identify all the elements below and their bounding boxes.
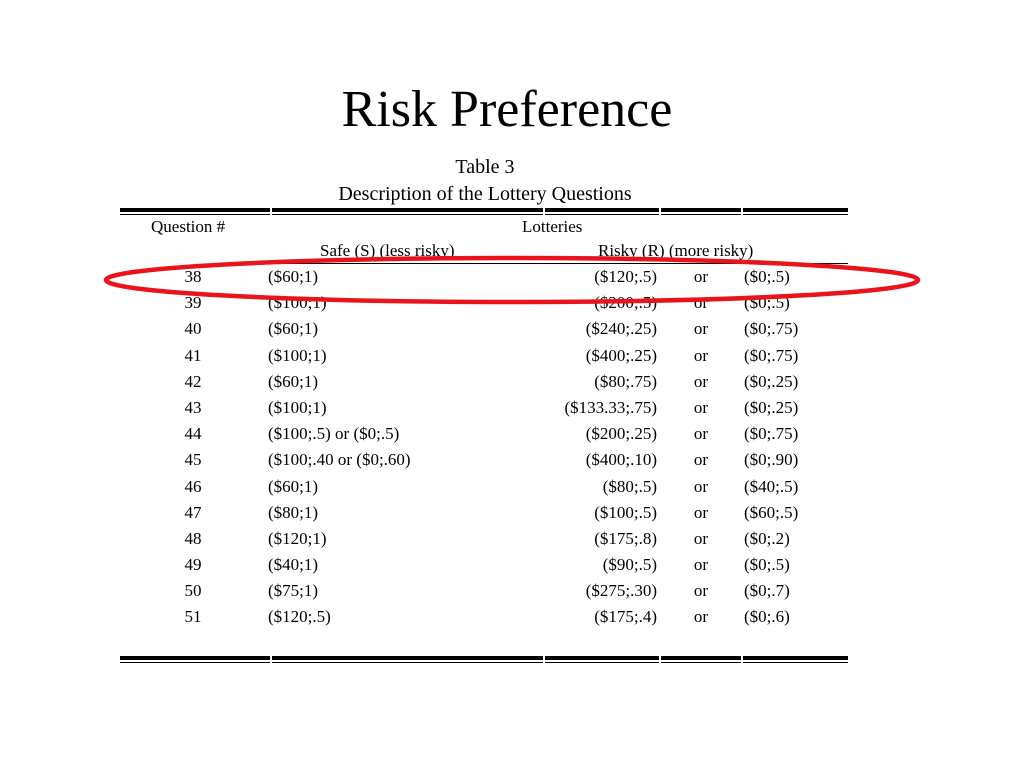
question-number-cell: 40: [184, 319, 202, 339]
bottom-rule-gap-3: [659, 656, 661, 663]
or-connector-cell: or: [693, 502, 709, 522]
risky-alternative-cell: ($0;.75): [744, 424, 799, 444]
or-connector-cell: or: [693, 424, 709, 444]
risky-alternative-cell: ($0;.7): [744, 581, 790, 601]
safe-lottery-cell: ($60;1): [268, 371, 319, 391]
risky-lottery-cell: ($90;.5): [602, 555, 657, 575]
safe-lottery-cell: ($100;.5) or ($0;.5): [268, 424, 400, 444]
or-connector-cell: or: [693, 319, 709, 339]
or-connector-cell: or: [693, 476, 709, 496]
table-row: [0, 369, 1024, 395]
risky-alternative-cell: ($0;.6): [744, 607, 790, 627]
top-rule-gap-1: [270, 208, 272, 215]
table-bottom-rule: [120, 656, 848, 663]
table-row: [0, 604, 1024, 630]
safe-lottery-cell: ($100;.40 or ($0;.60): [268, 450, 411, 470]
top-rule-gap-3: [659, 208, 661, 215]
risky-lottery-cell: ($200;.25): [585, 424, 657, 444]
bottom-rule-gap-2: [543, 656, 545, 663]
risky-lottery-cell: ($80;.75): [594, 371, 657, 391]
table-row: [0, 395, 1024, 421]
risky-lottery-cell: ($80;.5): [602, 476, 657, 496]
risky-alternative-cell: ($0;.5): [744, 267, 790, 286]
question-number-cell: 44: [184, 424, 202, 444]
risky-alternative-cell: ($0;.75): [744, 345, 799, 365]
risky-lottery-cell: ($240;.25): [585, 319, 657, 339]
question-number-cell: 45: [184, 450, 202, 470]
table-row: [0, 578, 1024, 604]
table-row: [0, 526, 1024, 552]
table-row: [0, 474, 1024, 500]
question-number-cell: 43: [184, 397, 202, 417]
risky-lottery-cell: ($400;.10): [585, 450, 657, 470]
risky-lottery-cell: ($120;.5): [594, 267, 657, 286]
bottom-rule-gap-4: [741, 656, 743, 663]
safe-lottery-cell: ($60;1): [268, 267, 319, 286]
question-number-cell: 38: [184, 267, 202, 286]
table-row: [0, 316, 1024, 342]
risky-alternative-cell: ($0;.5): [744, 293, 790, 313]
table-top-rule: [120, 208, 848, 215]
table-row: [0, 343, 1024, 369]
or-connector-cell: or: [693, 397, 709, 417]
risky-alternative-cell: ($40;.5): [744, 476, 799, 496]
safe-lottery-cell: ($100;1): [268, 397, 327, 417]
lottery-table-body: [0, 264, 1024, 631]
header-risky: Risky (R) (more risky): [598, 241, 754, 260]
header-safe: Safe (S) (less risky): [320, 241, 455, 260]
risky-lottery-cell: ($400;.25): [585, 345, 657, 365]
table-row: [0, 500, 1024, 526]
risky-alternative-cell: ($0;.75): [744, 319, 799, 339]
top-rule-gap-4: [741, 208, 743, 215]
safe-lottery-cell: ($120;.5): [268, 607, 331, 627]
risky-alternative-cell: ($0;.2): [744, 528, 790, 548]
table-caption-number: Table 3: [455, 156, 515, 178]
safe-lottery-cell: ($60;1): [268, 476, 319, 496]
risky-lottery-cell: ($175;.8): [594, 528, 657, 548]
or-connector-cell: or: [693, 607, 709, 627]
safe-lottery-cell: ($100;1): [268, 345, 327, 365]
risky-alternative-cell: ($0;.25): [744, 371, 799, 391]
risky-alternative-cell: ($0;.5): [744, 555, 790, 575]
question-number-cell: 51: [184, 607, 202, 627]
safe-lottery-cell: ($80;1): [268, 502, 319, 522]
or-connector-cell: or: [693, 345, 709, 365]
question-number-cell: 47: [184, 502, 202, 522]
or-connector-cell: or: [693, 371, 709, 391]
risky-alternative-cell: ($60;.5): [744, 502, 799, 522]
safe-lottery-cell: ($75;1): [268, 581, 319, 601]
risky-alternative-cell: ($0;.90): [744, 450, 799, 470]
question-number-cell: 39: [184, 293, 202, 313]
question-number-cell: 46: [184, 476, 202, 496]
risky-lottery-cell: ($133.33;.75): [564, 397, 657, 417]
or-connector-cell: or: [693, 555, 709, 575]
header-lotteries: Lotteries: [522, 217, 583, 236]
or-connector-cell: or: [693, 528, 709, 548]
table-caption-description: Description of the Lottery Questions: [338, 183, 632, 205]
safe-lottery-cell: ($120;1): [268, 528, 327, 548]
table-row: [0, 447, 1024, 473]
or-connector-cell: or: [693, 267, 709, 286]
slide-title: Risk Preference: [341, 81, 673, 138]
risky-alternative-cell: ($0;.25): [744, 397, 799, 417]
question-number-cell: 49: [184, 555, 202, 575]
safe-lottery-cell: ($40;1): [268, 555, 319, 575]
risky-lottery-cell: ($200;.5): [594, 293, 657, 313]
table-row: [0, 264, 1024, 290]
safe-lottery-cell: ($60;1): [268, 319, 319, 339]
or-connector-cell: or: [693, 581, 709, 601]
risky-lottery-cell: ($175;.4): [594, 607, 657, 627]
question-number-cell: 41: [184, 345, 202, 365]
table-row: [0, 290, 1024, 316]
risky-lottery-cell: ($275;.30): [585, 581, 657, 601]
or-connector-cell: or: [693, 450, 709, 470]
question-number-cell: 42: [184, 371, 202, 391]
top-rule-gap-2: [543, 208, 545, 215]
table-row: [0, 421, 1024, 447]
question-number-cell: 50: [184, 581, 202, 601]
question-number-cell: 48: [184, 528, 202, 548]
table-row: [0, 552, 1024, 578]
bottom-rule-gap-1: [270, 656, 272, 663]
header-question-number: Question #: [151, 217, 226, 236]
safe-lottery-cell: ($100;1): [268, 293, 327, 313]
or-connector-cell: or: [693, 293, 709, 313]
risky-lottery-cell: ($100;.5): [594, 502, 657, 522]
